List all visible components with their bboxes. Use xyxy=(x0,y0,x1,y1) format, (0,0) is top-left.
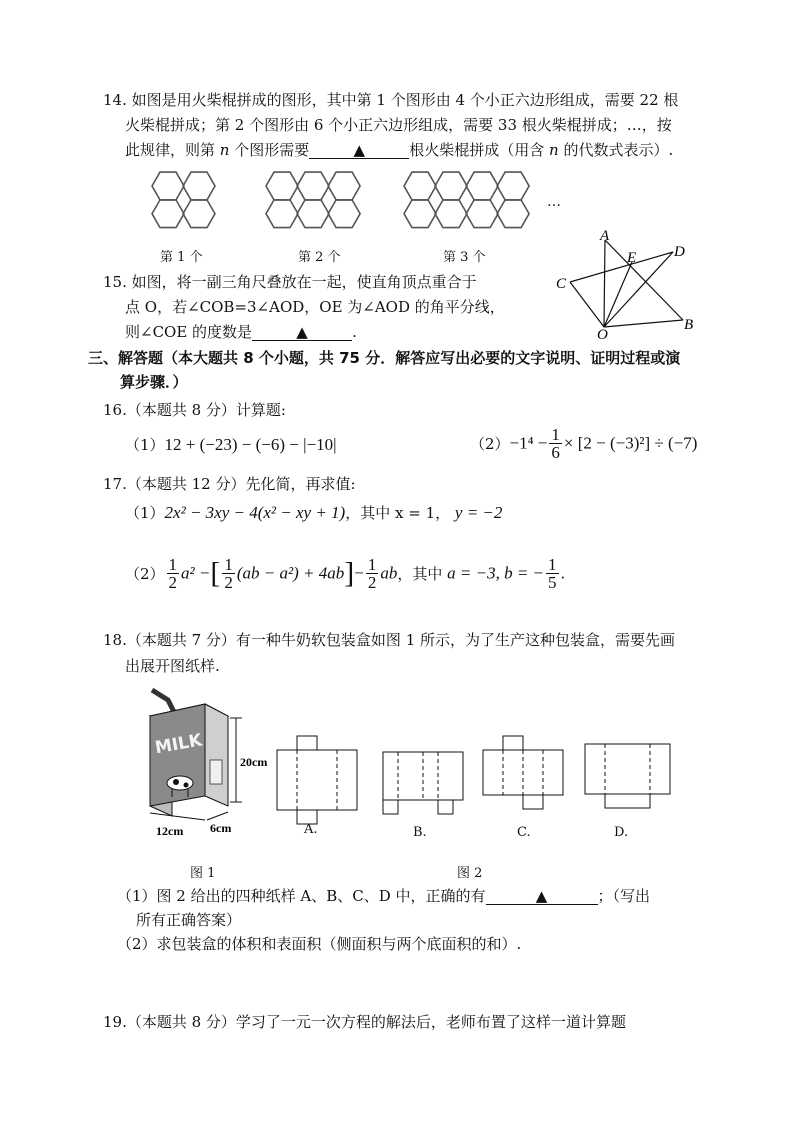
q14-caption-1: 第 1 个 xyxy=(160,250,203,265)
q15-label-E: E xyxy=(627,250,637,266)
q17-heading: 17.（本题共 12 分）先化简，再求值: xyxy=(103,475,356,493)
q15-label-O: O xyxy=(597,327,608,343)
q18-milk-brand: MILK xyxy=(153,730,204,759)
net-panel xyxy=(297,736,317,750)
q16-fraction: $\frac{1}{6}$ xyxy=(551,425,560,462)
q19-line1: 19.（本题共 8 分）学习了一元一次方程的解法后，老师布置了这样一道计算题 xyxy=(103,1013,626,1031)
q14-line3: 此规律，则第 n 个图形需要 ▲ 根火柴棍拼成（用含 n 的代数式表示）. xyxy=(125,141,674,159)
q18-sub1-cont: 所有正确答案） xyxy=(136,911,242,929)
q14-caption-3: 第 3 个 xyxy=(443,250,486,265)
q18-dim-width: 12cm xyxy=(156,824,184,838)
q14-ellipsis: … xyxy=(547,194,561,210)
q15-label-B: B xyxy=(684,317,694,333)
q14-line2: 火柴棍拼成；第 2 个图形由 6 个小正六边形组成，需要 33 根火柴棍拼成；…，按 xyxy=(125,116,672,134)
q18-option-A: A. xyxy=(304,822,318,837)
net-panel xyxy=(383,800,398,814)
net-panel xyxy=(503,736,523,750)
q14-caption-2: 第 2 个 xyxy=(298,250,341,265)
q15-line1: 15. 如图，将一副三角尺叠放在一起，使直角顶点重合于 xyxy=(103,273,477,291)
section3-heading-line1: 三、解答题（本大题共 8 个小题，共 75 分．解答应写出必要的文字说明、证明过程或演 xyxy=(88,349,681,367)
net-panel xyxy=(585,744,670,794)
q18-option-B: B. xyxy=(413,825,427,840)
q17-part1: （1）2x² − 3xy − 4(x² − xy + 1)，其中 x = 1， y = −2 xyxy=(125,503,503,522)
net-panel xyxy=(277,750,357,810)
q15-label-A: A xyxy=(600,228,610,244)
q18-fig1-caption: 图 1 xyxy=(190,866,216,881)
q17-part2: （2） $\frac{1}{2}$ a² −[ $\frac{1}{2}$ (ab − a²) + 4ab]− $\frac{1}{2}$ ab，其中 a = −3, b = − $\frac{1}{5}$ . xyxy=(125,555,566,592)
q18-dim-height: 20cm xyxy=(240,755,268,769)
section3-heading-line2: 算步骤．） xyxy=(120,373,188,391)
q18-line1: 18.（本题共 7 分）有一种牛奶软包装盒如图 1 所示，为了生产这种包装盒，需要先画 xyxy=(103,631,676,649)
q16-heading: 16.（本题共 8 分）计算题: xyxy=(103,401,286,419)
q16-part1: （1）12 + (−23) − (−6) − |−10| xyxy=(125,435,337,454)
q16-part2: （2）−1⁴ − $\frac{1}{6}$ × [2 − (−3)²] ÷ (−7) xyxy=(470,425,698,462)
q18-option-D: D. xyxy=(614,825,629,840)
net-panel xyxy=(523,795,543,809)
net-panel xyxy=(438,800,453,814)
net-panel xyxy=(605,794,650,808)
q18-line2: 出展开图纸样. xyxy=(125,657,220,675)
q14-answer-blank: ▲ xyxy=(309,142,409,159)
q15-label-D: D xyxy=(674,244,685,260)
q17-part1-expression: 2x² − 3xy − 4(x² − xy + 1) xyxy=(164,503,346,522)
q15-label-C: C xyxy=(556,276,567,292)
q15-line2: 点 O，若∠COB=3∠AOD，OE 为∠AOD 的角平分线， xyxy=(125,298,505,316)
q16-part1-expression: 12 + (−23) − (−6) − |−10| xyxy=(164,435,337,454)
q18-fig2-caption: 图 2 xyxy=(457,866,483,881)
q18-sub2: （2）求包装盒的体积和表面积（侧面积与两个底面积的和）. xyxy=(117,935,522,953)
q18-option-C: C. xyxy=(517,825,531,840)
q18-answer-blank: ▲ xyxy=(486,888,598,905)
q14-line1: 14. 如图是用火柴棍拼成的图形，其中第 1 个图形由 4 个小正六边形组成，需要 22 根 xyxy=(103,91,679,109)
q18-sub1: （1）图 2 给出的四种纸样 A、B、C、D 中，正确的有 ▲ ；（写出 xyxy=(117,887,651,905)
q18-dim-depth: 6cm xyxy=(210,821,232,835)
q15-line3: 则∠COE 的度数是 ▲ . xyxy=(125,323,357,341)
q15-answer-blank: ▲ xyxy=(252,324,352,341)
